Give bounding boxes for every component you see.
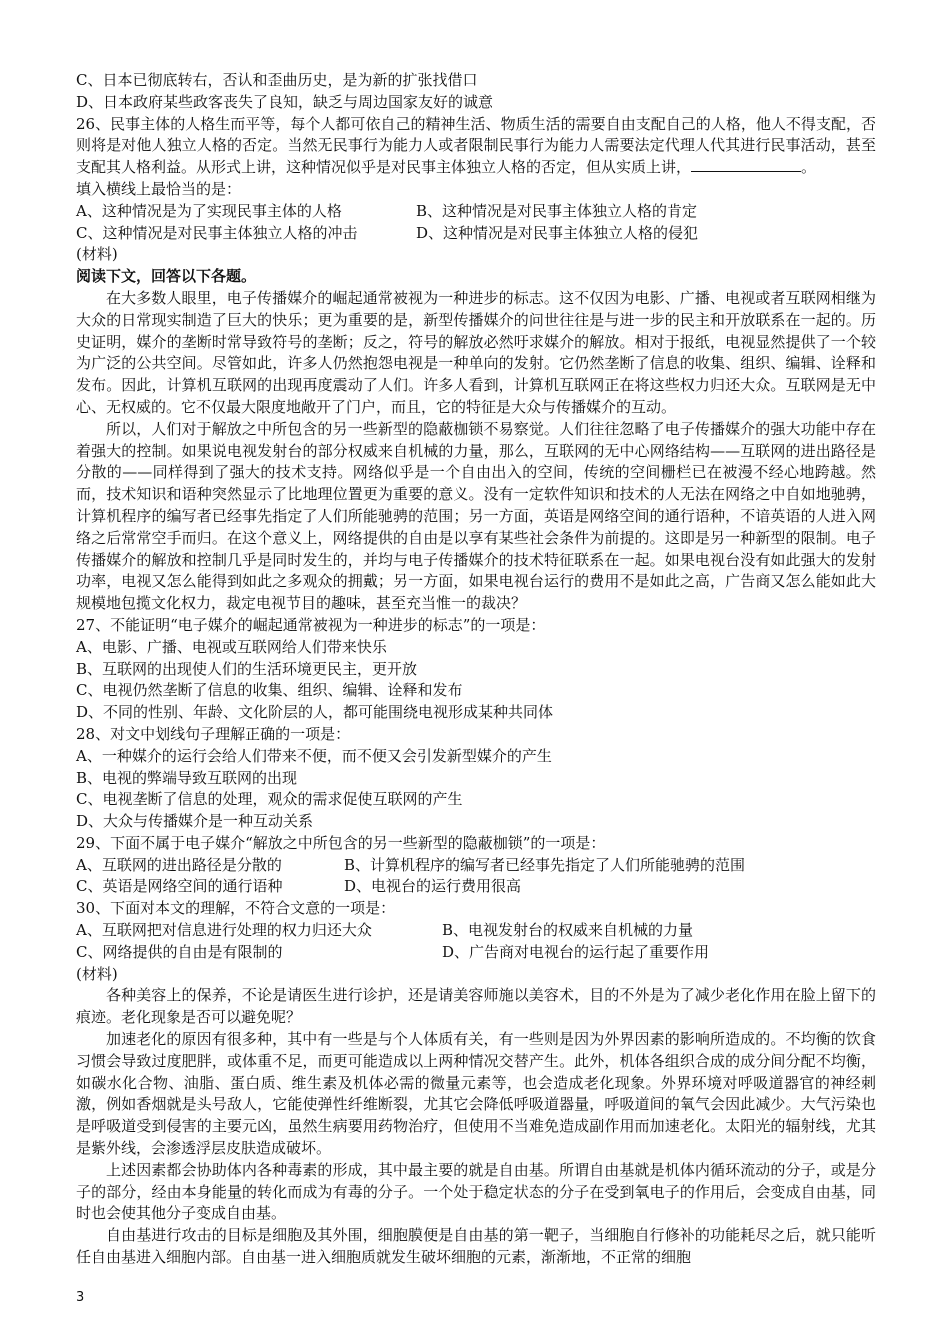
passage-paragraph: 上述因素都会协助体内各种毒素的形成，其中最主要的就是自由基。所谓自由基就是机体内循环流动的分子，或是分子的部分，经由本身能量的转化而成为有毒的分子。一个处于稳定状态的分子在受到氧电子的作用后，会变成自由基，同时也会使其他分子变成自由基。 (76, 1160, 876, 1223)
option-c: C、电视仍然垄断了信息的收集、组织、编辑、诠释和发布 (76, 681, 463, 700)
question-30-options-row (76, 942, 876, 964)
passage-paragraph: 在大多数人眼里，电子传播媒介的崛起通常被视为一种进步的标志。这不仅因为电影、广播、电视或者互联网相继为大众的日常现实制造了巨大的快乐；更为重要的是，新型传播媒介的问世往往是与进一步的民主和开放联系在一起的。历史证明，媒介的垄断时常导致符号的垄断；反之，符号的解放必然吁求媒介的解放。相对于报纸，电视显然提供了一个较为广泛的公共空间。尽管如此，许多人仍然抱怨电视是一种单向的发射。它仍然垄断了信息的收集、组织、编辑、诠释和发布。因此，计算机互联网的出现再度震动了人们。许多人看到，计算机互联网正在将这些权力归还大众。互联网是无中心、无权威的。它不仅最大限度地敞开了门户，而且，它的特征是大众与传播媒介的互动。 (76, 288, 876, 416)
option-b: B、电视的弊端导致互联网的出现 (76, 768, 298, 787)
option-a: A、这种情况是为了实现民事主体的人格 (76, 201, 342, 220)
material-label: (材料) (76, 964, 118, 983)
question-27-stem: 27、不能证明“电子媒介的崛起通常被视为一种进步的标志”的一项是： (76, 615, 546, 634)
question-30-stem: 30、下面对本文的理解，不符合文意的一项是： (76, 899, 396, 918)
option-b: B、电视发射台的权威来自机械的力量 (442, 921, 694, 940)
question-30-options-row (76, 920, 876, 942)
question-29-options-row (76, 855, 876, 877)
question-26-options-row (76, 201, 876, 223)
option-line: D、日本政府某些政客丧失了良知，缺乏与周边国家友好的诚意 (76, 92, 494, 111)
option-c: C、英语是网络空间的通行语种 (76, 877, 283, 896)
option-b: B、互联网的出现使人们的生活环境更民主，更开放 (76, 659, 418, 678)
reading-instruction: 阅读下文，回答以下各题。 (76, 267, 257, 286)
option-c: C、这种情况是对民事主体独立人格的冲击 (76, 223, 358, 242)
answer-blank (691, 157, 801, 172)
document-page (76, 70, 876, 1269)
option-a: A、一种媒介的运行会给人们带来不便，而不便又会引发新型媒介的产生 (76, 746, 552, 765)
passage-paragraph: 各种美容上的保养，不论是请医生进行诊护，还是请美容师施以美容术，目的不外是为了减少老化作用在脸上留下的痕迹。老化现象是否可以避免呢？ (76, 986, 876, 1027)
question-29-stem: 29、下面不属于电子媒介“解放之中所包含的另一些新型的隐蔽枷锁”的一项是： (76, 833, 606, 852)
option-b: B、这种情况是对民事主体独立人格的肯定 (416, 201, 698, 220)
passage-paragraph: 加速老化的原因有很多种，其中有一些是与个人体质有关，有一些则是因为外界因素的影响所造成的。不均衡的饮食习惯会导致过度肥胖，或体重不足，而更可能造成以上两种情况交替产生。此外，机体各组织合成的成分间分配不均衡，如碳水化合物、油脂、蛋白质、维生素及机体必需的微量元素等，也会造成老化现象。外界环境对呼吸道器官的神经刺激，例如香烟就是头号敌人，它能使弹性纤维断裂，尤其它会降低呼吸道器量，呼吸道间的氧气会因此减少。大气污染也是呼吸道受到侵害的主要元凶，虽然生病要用药物治疗，但使用不当难免造成副作用而加速老化。太阳光的辐射线，尤其是紫外线，会渗透浮层皮肤造成破坏。 (76, 1030, 876, 1158)
passage-paragraph: 自由基进行攻击的目标是细胞及其外围，细胞膜便是自由基的第一靶子，当细胞自行修补的功能耗尽之后，就只能听任自由基进入细胞内部。自由基一进入细胞质就发生破坏细胞的元素，渐渐地，不正常的细胞 (76, 1226, 876, 1267)
question-26-options-row (76, 223, 876, 245)
option-line: C、日本已彻底转右，否认和歪曲历史，是为新的扩张找借口 (76, 71, 478, 89)
option-c: C、电视垄断了信息的处理，观众的需求促使互联网的产生 (76, 790, 463, 809)
option-b: B、计算机程序的编写者已经事先指定了人们所能驰骋的范围 (344, 855, 746, 874)
option-d: D、这种情况是对民事主体独立人格的侵犯 (416, 223, 699, 242)
option-a: A、电影、广播、电视或互联网给人们带来快乐 (76, 637, 387, 656)
option-a: A、互联网把对信息进行处理的权力归还大众 (76, 921, 372, 940)
passage-paragraph: 所以，人们对于解放之中所包含的另一些新型的隐蔽枷锁不易察觉。人们往往忽略了电子传播媒介的强大功能中存在着强大的控制。如果说电视发射台的部分权威来自机械的力量，那么，互联网的无中心网络结构——互联网的进出路径是分散的——同样得到了强大的技术支持。网络似乎是一个自由出入的空间，传统的空间栅栏已在被漫不经心地跨越。然而，技术知识和语种突然显示了比地理位置更为重要的意义。没有一定软件知识和技术的人无法在网络之中自如地驰骋，计算机程序的编写者已经事先指定了人们所能驰骋的范围；另一方面，英语是网络空间的通行语种，不谙英语的人进入网络之后常常空手而归。在这个意义上，网络提供的自由是以享有某些社会条件为前提的。这即是另一种新型的限制。电子传播媒介的解放和控制几乎是同时发生的，并均与电子传播媒介的技术特征联系在一起。如果电视台没有如此强大的发射功率，电视又怎么能得到如此之多观众的拥戴；另一方面，如果电视台运行的费用不是如此之高，广告商又怎么能如此大规模地包揽文化权力，裁定电视节目的趣味，甚至充当惟一的裁决？ (76, 419, 876, 613)
question-26-stem: 26、民事主体的人格生而平等，每个人都可依自己的精神生活、物质生活的需要自由支配自己的人格，他人不得支配，否则将是对他人独立人格的否定。当然无民事行为能力人或者限制民事行为能力人需要法定代理人代其进行民事活动，甚至支配其人格利益。从形式上讲，这种情况似乎是对民事主体独立人格的否定，但从实质上讲， 。 (76, 114, 876, 177)
question-26-prompt: 填入横线上最恰当的是： (76, 179, 242, 198)
question-28-stem: 28、对文中划线句子理解正确的一项是： (76, 724, 351, 743)
option-d: D、大众与传播媒介是一种互动关系 (76, 812, 314, 831)
option-c: C、网络提供的自由是有限制的 (76, 942, 283, 961)
option-d: D、不同的性别、年龄、文化阶层的人，都可能围绕电视形成某种共同体 (76, 703, 554, 722)
option-d: D、电视台的运行费用很高 (344, 877, 522, 896)
material-label: (材料) (76, 245, 118, 264)
page-number: 3 (76, 1290, 85, 1305)
option-a: A、互联网的进出路径是分散的 (76, 855, 282, 874)
option-d: D、广告商对电视台的运行起了重要作用 (442, 942, 710, 961)
question-29-options-row (76, 876, 876, 898)
